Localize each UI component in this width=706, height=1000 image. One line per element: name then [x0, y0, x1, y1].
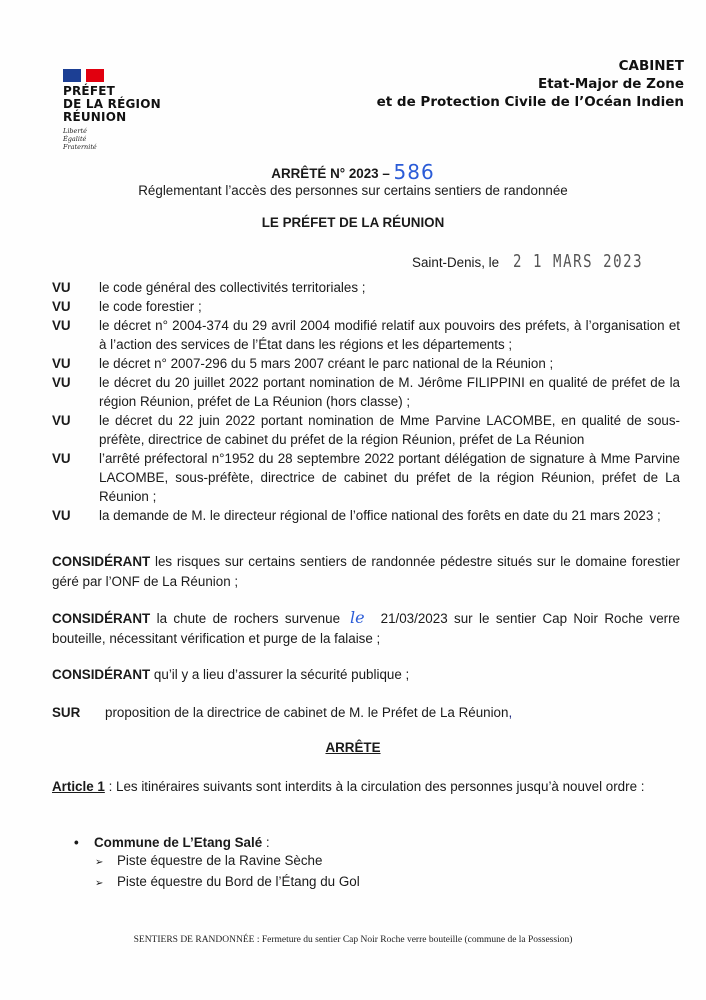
- arrete-subtitle: Réglementant l’accès des personnes sur certains sentiers de randonnée: [138, 183, 568, 198]
- arrete-number-handwritten: 586: [393, 160, 435, 184]
- sur-proposition: SUR proposition de la directrice de cabinet de M. le Préfet de La Réunion,: [52, 705, 513, 720]
- vu-list: [52, 278, 680, 525]
- commune-item: • Commune de L’Etang Salé :: [74, 835, 270, 850]
- arrow-bullet-icon: ➢: [95, 878, 104, 889]
- prefecture-logo: [63, 69, 161, 151]
- commune-name: Commune de L’Etang Salé: [94, 835, 263, 850]
- date-stamp: 2 1 MARS 2023: [513, 251, 644, 272]
- decision-heading: ARRÊTE: [325, 740, 381, 755]
- route-item: ➢ Piste équestre de la Ravine Sèche: [95, 851, 360, 872]
- article-label: Article 1: [52, 779, 105, 794]
- motto-fraternite: Fraternité: [63, 143, 97, 151]
- logo-name-line: DE LA RÉGION: [63, 97, 161, 111]
- arrete-title: [0, 160, 706, 184]
- handwritten-le: le: [350, 608, 365, 627]
- handwritten-comma: ,: [508, 705, 513, 720]
- considerant-securite: CONSIDÉRANT qu’il y a lieu d’assurer la sécurité publique ;: [52, 667, 410, 682]
- logo-motto: [63, 127, 161, 151]
- authority-heading: LE PRÉFET DE LA RÉUNION: [261, 215, 445, 230]
- vu-item: VU le décret n° 2007-296 du 5 mars 2007 créant le parc national de la Réunion ;: [52, 356, 554, 371]
- motto-egalite: Égalité: [63, 135, 87, 143]
- header-cabinet: CABINET: [618, 58, 684, 74]
- route-item: ➢ Piste équestre du Bord de l’Étang du Gol: [95, 872, 360, 893]
- vu-item: VU le décret n° 2004-374 du 29 avril 2004 modifié relatif aux pouvoirs des préfets, à l’organisation et à l’action des services de l’État dans les régions et les départements ;: [52, 318, 680, 352]
- date-place: Saint-Denis, le: [412, 255, 500, 270]
- date-line: [412, 251, 680, 272]
- article-1: Article 1 : Les itinéraires suivants sont interdits à la circulation des personnes jusqu’à nouvel ordre :: [52, 779, 645, 794]
- vu-item: VU l’arrêté préfectoral n°1952 du 28 septembre 2022 portant délégation de signature à Mme Parvine LACOMBE, sous-préfète, directrice de cabinet du préfet de la région Réunion, préfet de La Réunion ;: [52, 451, 680, 504]
- vu-item: VU la demande de M. le directeur régional de l’office national des forêts en date du 21 mars 2023 ;: [52, 508, 661, 523]
- vu-item: VU le décret du 22 juin 2022 portant nomination de Mme Parvine LACOMBE, en qualité de sous-préfète, directrice de cabinet du préfet de la région Réunion, préfet de La Réunion: [52, 413, 680, 447]
- french-flag-icon: [63, 69, 104, 82]
- vu-item: VU le décret du 20 juillet 2022 portant nomination de M. Jérôme FILIPPINI en qualité de préfet de la région Réunion, préfet de La Réunion (hors classe) ;: [52, 375, 680, 409]
- arrete-number-prefix: ARRÊTÉ N° 2023 –: [271, 166, 390, 181]
- considerant-risques: CONSIDÉRANT les risques sur certains sentiers de randonnée pédestre situés sur le domaine forestier géré par l’ONF de La Réunion ;: [52, 554, 680, 589]
- bullet-icon: •: [74, 835, 79, 850]
- considerant-chute-rochers: CONSIDÉRANT la chute de rochers survenue le 21/03/2023 sur le sentier Cap Noir Roche verre bouteille, nécessitant vérification et purge de la falaise ;: [52, 608, 681, 646]
- page-footer: SENTIERS DE RANDONNÉE : Fermeture du sentier Cap Noir Roche verre bouteille (commune de la Possession): [133, 935, 573, 945]
- vu-item: VU le code général des collectivités territoriales ;: [52, 280, 366, 295]
- header-etat-major: Etat-Major de Zone: [538, 76, 684, 92]
- logo-name-line: PRÉFET: [63, 84, 116, 98]
- issuing-office: [377, 57, 684, 111]
- logo-name-line: RÉUNION: [63, 110, 127, 124]
- vu-item: VU le code forestier ;: [52, 299, 202, 314]
- header-protection-civile: et de Protection Civile de l’Océan Indien: [376, 94, 684, 110]
- motto-liberte: Liberté: [63, 127, 87, 135]
- arrow-bullet-icon: ➢: [95, 857, 104, 868]
- route-list: [95, 851, 360, 893]
